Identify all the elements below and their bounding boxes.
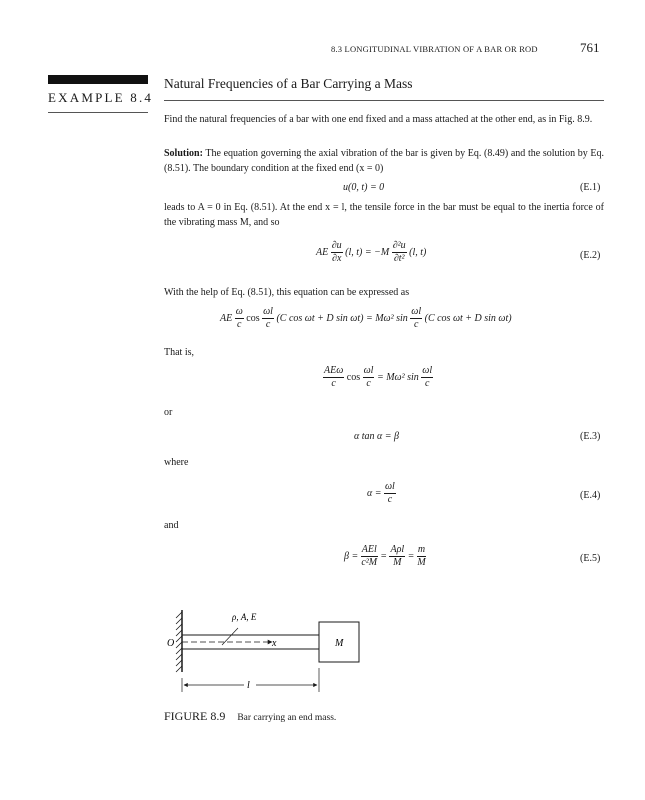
e4-frac-num: ωl xyxy=(385,481,395,492)
wall-hatching xyxy=(176,612,182,672)
elong-prefix: AE xyxy=(220,312,233,324)
running-header-section: 8.3 LONGITUDINAL VIBRATION OF A BAR OR ROD xyxy=(331,44,538,54)
dim-label-bg xyxy=(244,679,256,690)
example-title: Natural Frequencies of a Bar Carrying a Mass xyxy=(164,76,413,91)
paragraph-that-is: That is, xyxy=(164,347,194,358)
e5-frac-2-num: Aρl xyxy=(390,544,405,555)
e4-frac xyxy=(384,481,396,506)
solution-paragraph xyxy=(164,146,604,176)
ethat-frac-3 xyxy=(421,365,433,390)
e5-frac-1-num: AEl xyxy=(361,544,377,555)
e5-eq-1: = xyxy=(380,550,387,562)
e5-frac-1 xyxy=(361,544,378,569)
e2-frac-right-den: ∂t² xyxy=(393,253,405,264)
equation-e5 xyxy=(344,544,426,569)
elong-frac-1-num: ω xyxy=(235,306,243,317)
label-props: ρ, A, E xyxy=(232,612,257,622)
elong-frac-2-num: ωl xyxy=(263,306,273,317)
elong-frac-3 xyxy=(410,306,422,331)
figure-caption-label: FIGURE 8.9 xyxy=(164,709,226,723)
equation-expanded xyxy=(220,306,512,331)
ethat-frac-2-num: ωl xyxy=(363,365,374,376)
elong-cos: cos xyxy=(246,312,260,324)
e2-frac-left-num: ∂u xyxy=(331,240,342,251)
elong-frac-2 xyxy=(262,306,274,331)
equation-e4 xyxy=(367,481,396,506)
e4-lhs: α = xyxy=(367,487,382,499)
e2-frac-right-num: ∂²u xyxy=(392,240,406,251)
elong-mid: (C cos ωt + D sin ωt) = Mω² sin xyxy=(276,312,408,324)
equation-e3: α tan α = β xyxy=(354,431,400,442)
e5-frac-3-num: m xyxy=(417,544,426,555)
equation-that-is xyxy=(323,365,433,390)
page-number: 761 xyxy=(580,40,600,55)
paragraph-with-help: With the help of Eq. (8.51), this equation can be expressed as xyxy=(164,287,410,298)
e5-frac-2-den: M xyxy=(393,557,402,568)
ethat-frac-1-den: c xyxy=(331,378,336,389)
solution-lead: Solution: xyxy=(164,148,203,159)
example-rule-left xyxy=(48,112,148,113)
example-rule-right xyxy=(164,100,604,101)
equation-number-e5: (E.5) xyxy=(580,553,601,564)
e4-frac-den: c xyxy=(387,494,393,505)
e2-args-left: (l, t) = −M xyxy=(345,246,390,258)
e2-frac-left xyxy=(331,240,343,265)
label-x: x xyxy=(272,638,277,649)
ethat-frac-3-num: ωl xyxy=(422,365,433,376)
e5-frac-3-den: M xyxy=(417,557,426,568)
e5-eq-2: = xyxy=(407,550,415,562)
figure-bar-mass xyxy=(160,600,380,700)
label-mass: M xyxy=(335,638,344,649)
elong-frac-1 xyxy=(235,306,244,331)
elong-frac-2-den: c xyxy=(265,319,271,330)
equation-number-e3: (E.3) xyxy=(580,431,601,442)
e5-lhs: β = xyxy=(344,550,359,562)
e2-frac-left-den: ∂x xyxy=(332,253,342,264)
paragraph-or: or xyxy=(164,407,173,418)
label-origin: O xyxy=(167,638,175,649)
e5-frac-2 xyxy=(389,544,405,569)
ethat-frac-2 xyxy=(363,365,375,390)
solution-text: The equation governing the axial vibration of the bar is given by Eq. (8.49) and the solution by Eq. (8.51). The boundary condition at the fixed end (x = 0) xyxy=(164,148,604,174)
paragraph-leads-to: leads to A = 0 in Eq. (8.51). At the end x = l, the tensile force in the bar must be equal to the inertia force of the vibrating mass M, and so xyxy=(164,202,604,228)
paragraph-and: and xyxy=(164,520,179,531)
e5-frac-1-den: c²M xyxy=(361,557,378,568)
figure-caption-text: Bar carrying an end mass. xyxy=(237,713,337,723)
elong-end: (C cos ωt + D sin ωt) xyxy=(424,312,512,324)
elong-frac-3-num: ωl xyxy=(411,306,422,317)
e2-frac-right xyxy=(392,240,407,265)
equation-number-e4: (E.4) xyxy=(580,490,601,501)
e2-args-right: (l, t) xyxy=(409,246,427,258)
elong-frac-3-den: c xyxy=(413,319,419,330)
e2-lhs: AE xyxy=(316,246,329,258)
equation-number-e2: (E.2) xyxy=(580,250,601,261)
problem-statement: Find the natural frequencies of a bar with one end fixed and a mass attached at the other end, as in Fig. 8.9. xyxy=(164,114,593,125)
paragraph-where: where xyxy=(164,457,189,468)
equation-e1: u(0, t) = 0 xyxy=(343,182,385,193)
equation-e2 xyxy=(316,240,426,265)
label-length: l xyxy=(247,680,250,691)
props-leader xyxy=(222,628,238,645)
ethat-cos: cos xyxy=(346,371,361,383)
ethat-mid: = Mω² sin xyxy=(376,371,419,383)
ethat-frac-2-den: c xyxy=(366,378,371,389)
example-bar xyxy=(48,75,148,84)
example-label: EXAMPLE 8.4 xyxy=(48,90,154,105)
elong-frac-1-den: c xyxy=(237,319,242,330)
ethat-frac-1 xyxy=(323,365,344,390)
figure-caption xyxy=(164,707,336,725)
ethat-frac-3-den: c xyxy=(424,378,430,389)
ethat-frac-1-num: AEω xyxy=(324,365,344,376)
equation-number-e1: (E.1) xyxy=(580,182,601,193)
e5-frac-3 xyxy=(417,544,426,569)
